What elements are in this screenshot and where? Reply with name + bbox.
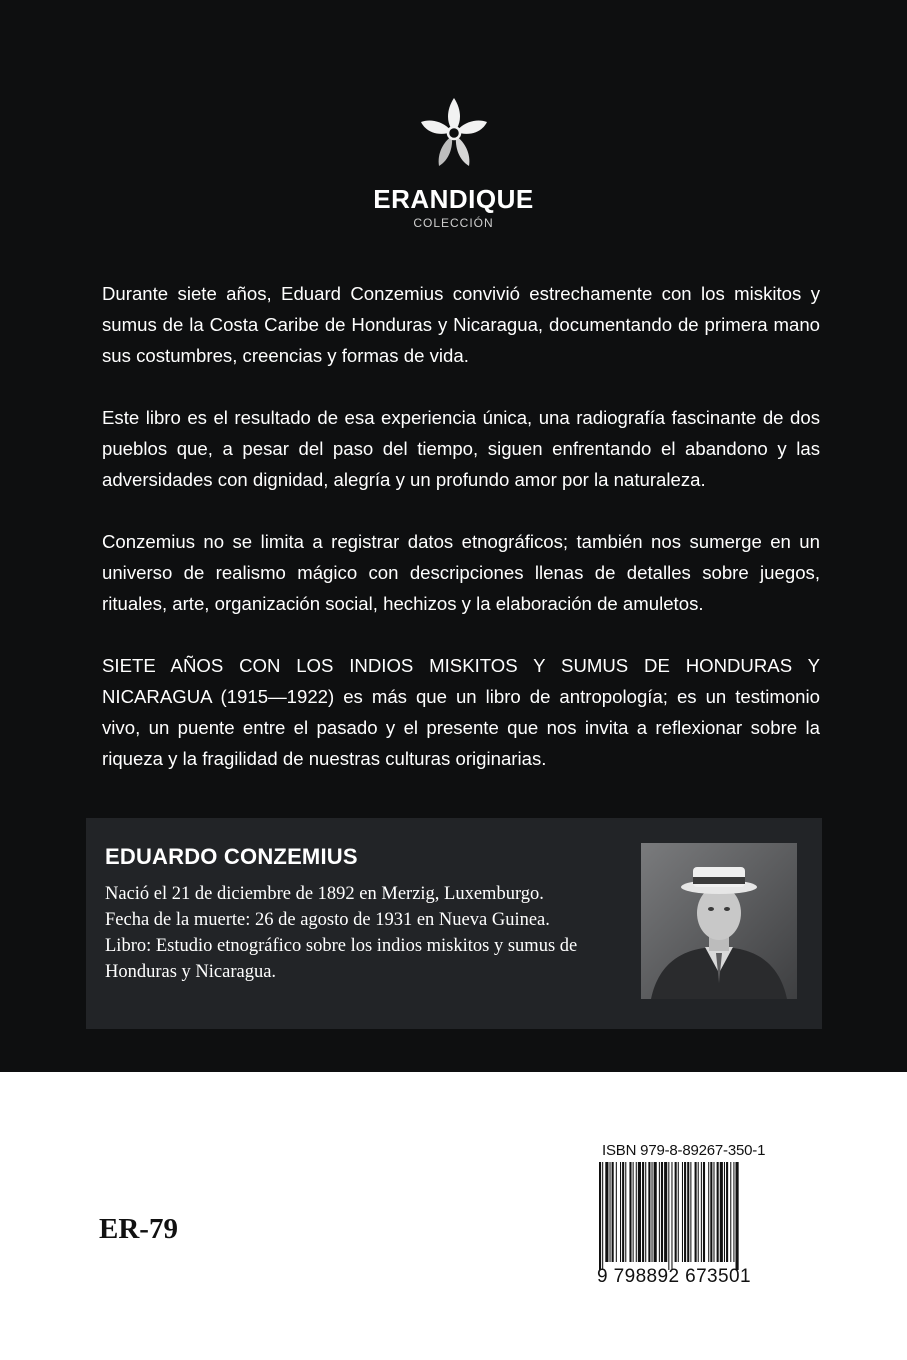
barcode-bar <box>713 1162 714 1262</box>
isbn-barcode <box>589 1138 794 1298</box>
barcode-bar <box>599 1162 601 1270</box>
description-paragraph: Este libro es el resultado de esa experiencia única, una radiografía fascinante de dos pueblos que, a pesar del paso del tiempo, siguen enfrentando el abandono y las adversidades con dignidad, alegría y un profundo amor por la naturaleza. <box>102 407 820 490</box>
barcode-bar <box>724 1162 725 1262</box>
barcode-bar <box>661 1162 663 1262</box>
barcode-bar <box>736 1162 739 1270</box>
barcode-bar <box>625 1162 626 1262</box>
author-box <box>86 818 822 1029</box>
barcode-bar <box>642 1162 644 1262</box>
barcode-bar <box>675 1162 677 1262</box>
author-bio-line: Nació el 21 de diciembre de 1892 en Merzig, Luxemburgo. <box>105 884 544 904</box>
barcode-bar <box>645 1162 646 1262</box>
author-portrait-photo <box>641 843 797 999</box>
barcode-bar <box>648 1162 650 1262</box>
barcode-bar <box>633 1162 634 1262</box>
publisher-logo <box>0 96 907 230</box>
barcode-bar <box>703 1162 705 1262</box>
barcode-bar <box>659 1162 660 1262</box>
barcode-bar <box>678 1162 679 1262</box>
barcode-bar <box>717 1162 719 1262</box>
barcode-bar <box>710 1162 712 1262</box>
barcode-bar <box>638 1162 641 1262</box>
barcode-bar <box>616 1162 617 1262</box>
description-paragraph: Conzemius no se limita a registrar datos etnográficos; también nos sumerge en un universo de realismo mágico con descripciones llenas de detalles sobre juegos, rituales, arte, organización social, hechizos y la elaboración de amuletos. <box>102 531 820 614</box>
barcode-bar <box>682 1162 683 1262</box>
barcode-bar <box>629 1162 631 1262</box>
barcode-bar <box>664 1162 667 1262</box>
barcode-bar <box>720 1162 723 1262</box>
author-bio-line: Fecha de la muerte: 26 de agosto de 1931 en Nueva Guinea. <box>105 910 550 930</box>
series-code: ER-79 <box>99 1213 178 1245</box>
author-bio-line: Honduras y Nicaragua. <box>105 962 277 982</box>
barcode-bar <box>610 1162 611 1262</box>
barcode-bar <box>668 1162 669 1270</box>
barcode-bar <box>652 1162 653 1262</box>
barcode-bar <box>730 1162 731 1262</box>
barcode-bar <box>612 1162 614 1262</box>
barcode-bar <box>695 1162 697 1262</box>
book-description <box>102 278 820 805</box>
barcode-bar <box>733 1162 734 1262</box>
description-paragraph: SIETE AÑOS CON LOS INDIOS MISKITOS Y SUMUS DE HONDURAS Y NICARAGUA (1915—1922) es más que un libro de antropología; es un testimonio vivo, un puente entre el pasado y el presente que nos invita a reflexionar sobre la riqueza y la fragilidad de nuestras culturas originarias. <box>102 655 820 769</box>
barcode-bar <box>636 1162 637 1262</box>
barcode-bar <box>726 1162 728 1262</box>
publisher-name: ERANDIQUE <box>373 184 534 214</box>
barcode-digits: 9 798892 673501 <box>597 1266 751 1287</box>
isbn-label: ISBN 979-8-89267-350-1 <box>602 1142 766 1159</box>
author-bio-line: Libro: Estudio etnográfico sobre los indios miskitos y sumus de <box>105 936 578 956</box>
barcode-bar <box>690 1162 691 1262</box>
author-name: EDUARDO CONZEMIUS <box>105 844 358 869</box>
barcode-bar <box>654 1162 657 1262</box>
barcode-bar <box>620 1162 621 1262</box>
barcode-bar <box>602 1162 603 1270</box>
barcode-bar <box>684 1162 686 1262</box>
orchid-flower-icon <box>419 96 489 172</box>
publisher-subtitle: COLECCIÓN <box>413 216 494 230</box>
barcode-bar <box>671 1162 672 1270</box>
author-bio <box>105 881 611 985</box>
barcode-bar <box>698 1162 699 1262</box>
barcode-bar <box>701 1162 702 1262</box>
barcode-bar <box>605 1162 608 1262</box>
barcode-bar <box>687 1162 689 1262</box>
portrait-icon <box>641 843 797 999</box>
description-paragraph: Durante siete años, Eduard Conzemius convivió estrechamente con los miskitos y sumus de la Costa Caribe de Honduras y Nicaragua, documentando de primera mano sus costumbres, creencias y formas de vida. <box>102 283 820 366</box>
barcode-bar <box>708 1162 709 1262</box>
barcode-bar <box>622 1162 624 1262</box>
